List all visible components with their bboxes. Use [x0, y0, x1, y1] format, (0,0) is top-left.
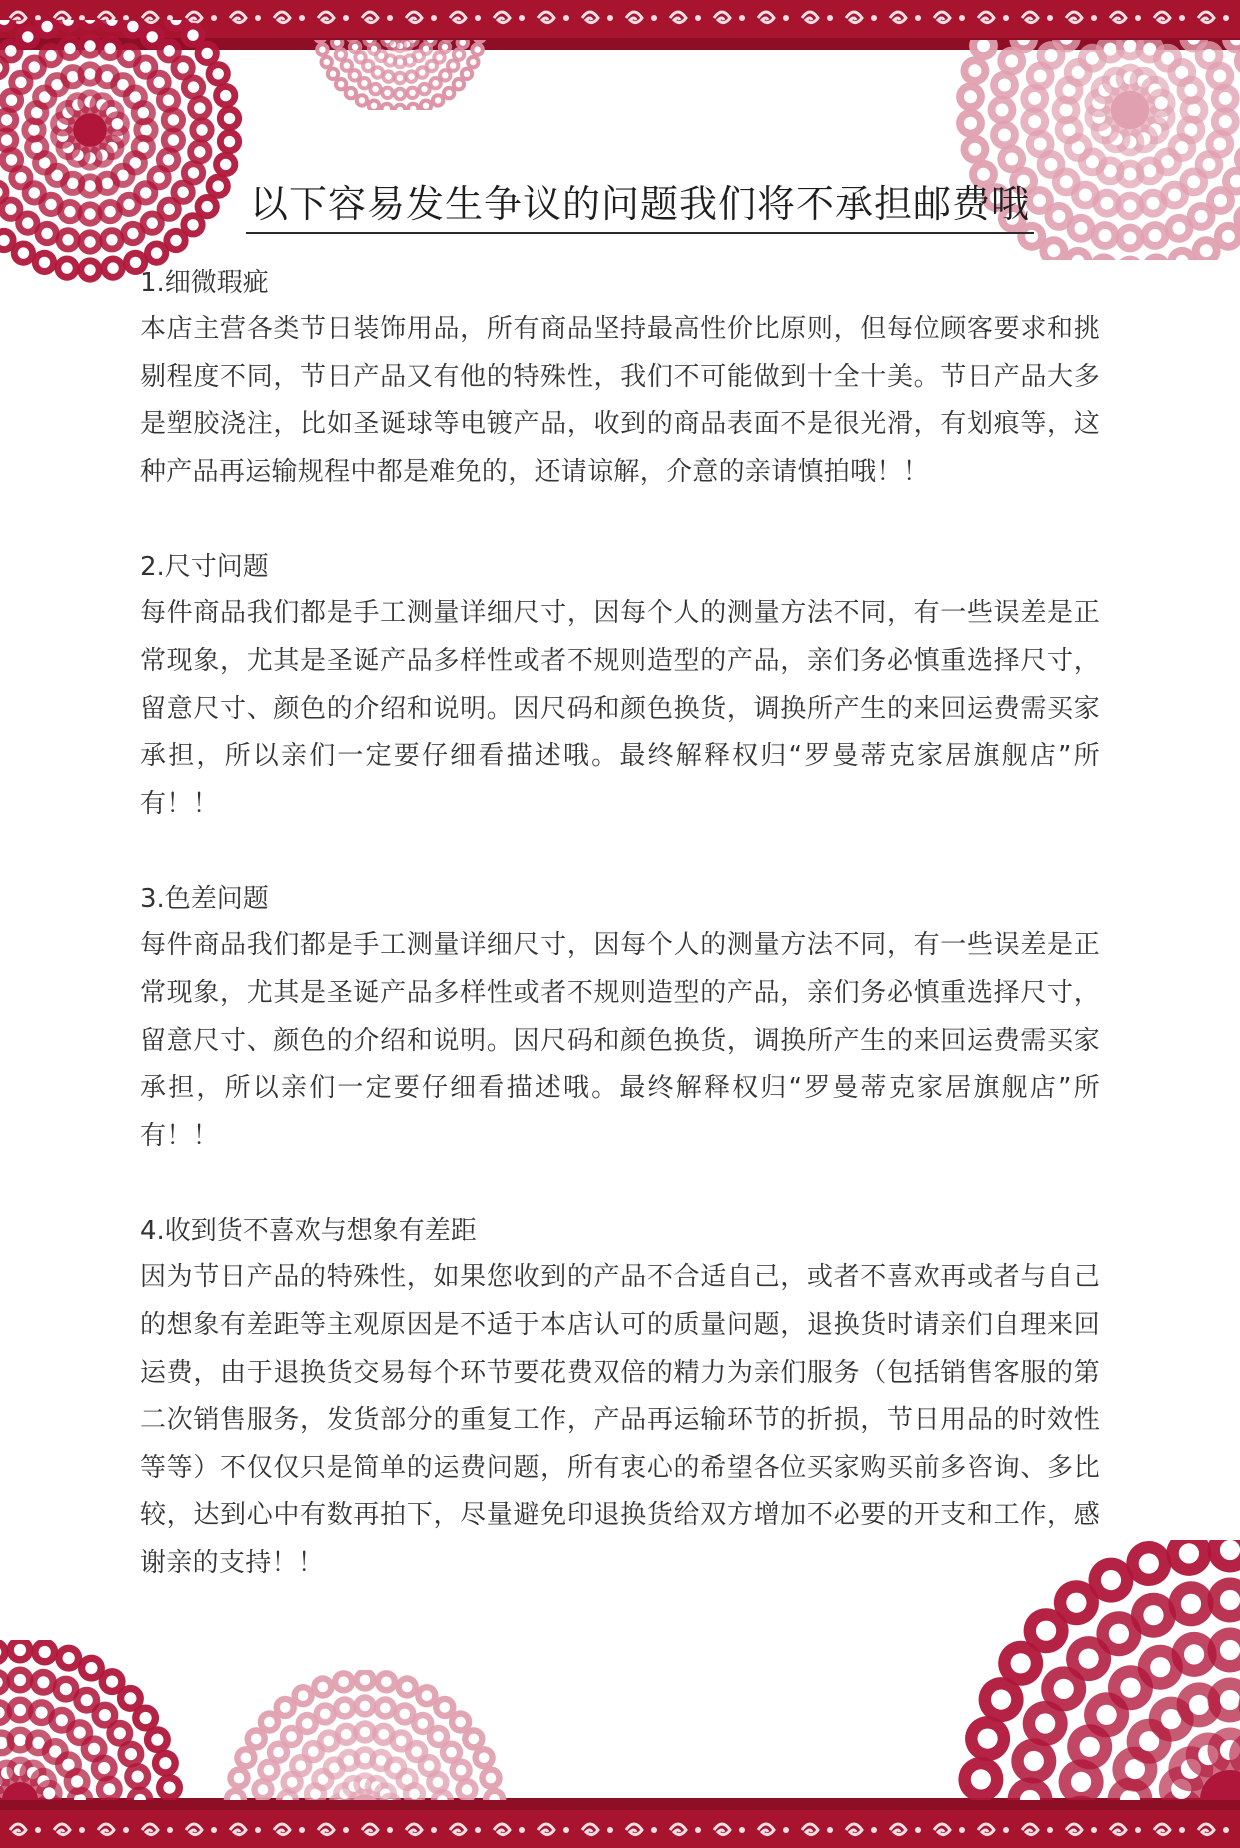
- page-title: 以下容易发生争议的问题我们将不承担邮费哦: [246, 178, 1034, 234]
- section-heading: 3.色差问题: [140, 884, 269, 915]
- section-minor-defects: [140, 260, 1100, 496]
- section-body: 每件商品我们都是手工测量详细尺寸，因每个人的测量方法不同，有一些误差是正常现象，尤其是圣诞产品多样性或者不规则造型的产品，亲们务必慎重选择尺寸，留意尺寸、颜色的介绍和说明。因尺码和颜色换货，调换所产生的来回运费需买家承担，所以亲们一定要仔细看描述哦。最终解释权归“罗曼蒂克家居旗舰店”所有！！: [140, 598, 1100, 819]
- section-body: 本店主营各类节日装饰用品，所有商品坚持最高性价比原则，但每位顾客要求和挑剔程度不同，节日产品又有他的特殊性，我们不可能做到十全十美。节日产品大多是塑胶浇注，比如圣诞球等电镀产品，收到的商品表面不是很光滑，有划痕等，这种产品再运输规程中都是难免的，还请谅解，介意的亲请慎拍哦！！: [140, 314, 1100, 487]
- section-body: 因为节日产品的特殊性，如果您收到的产品不合适自己，或者不喜欢再或者与自己的想象有差距等主观原因是不适于本店认可的质量问题，退换货时请亲们自理来回运费，由于退换货交易每个环节要花费双倍的精力为亲们服务（包括销售客服的第二次销售服务，发货部分的重复工作，产品再运输环节的折损，节日用品的时效性等等）不仅仅只是简单的运费问题，所有衷心的希望各位买家购买前多咨询、多比较，达到心中有数再拍下，尽量避免印退换货给双方增加不必要的开支和工作，感谢亲的支持！！: [140, 1262, 1100, 1578]
- bottom-decorative-border: [0, 1798, 1240, 1848]
- title-wrapper: [140, 178, 1100, 234]
- section-size-issues: [140, 544, 1100, 828]
- ornament-top-center: [300, 40, 500, 110]
- section-heading: 2.尺寸问题: [140, 552, 269, 583]
- section-color-difference: [140, 876, 1100, 1160]
- ornament-bottom-center: [215, 1670, 515, 1800]
- ornament-bottom-left: [0, 1640, 200, 1800]
- section-body: 每件商品我们都是手工测量详细尺寸，因每个人的测量方法不同，有一些误差是正常现象，尤其是圣诞产品多样性或者不规则造型的产品，亲们务必慎重选择尺寸，留意尺寸、颜色的介绍和说明。因尺码和颜色换货，调换所产生的来回运费需买家承担，所以亲们一定要仔细看描述哦。最终解释权归“罗曼蒂克家居旗舰店”所有！！: [140, 930, 1100, 1151]
- section-not-as-expected: [140, 1208, 1100, 1587]
- section-heading: 4.收到货不喜欢与想象有差距: [140, 1216, 477, 1247]
- notice-content: [140, 178, 1100, 1635]
- section-heading: 1.细微瑕疵: [140, 268, 269, 298]
